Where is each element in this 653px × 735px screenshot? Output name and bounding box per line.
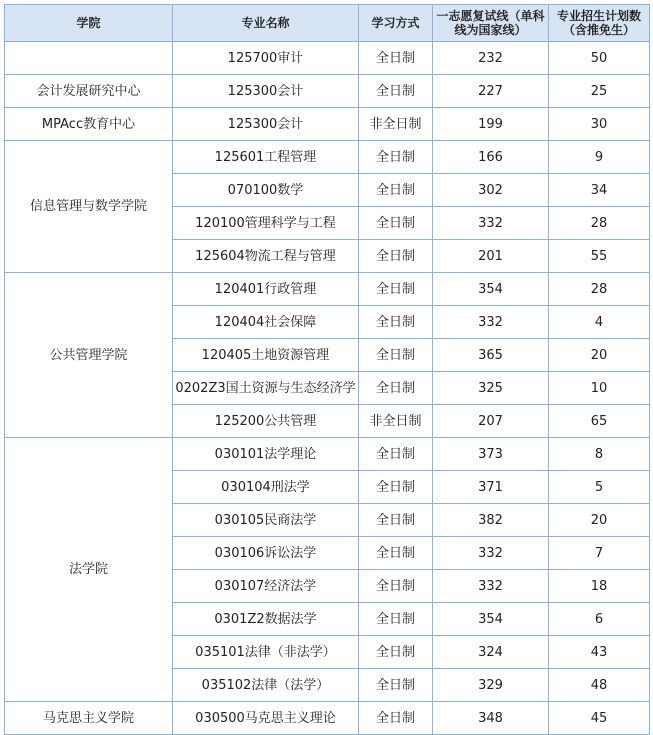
score-cell: 166 — [433, 141, 549, 174]
mode-cell: 全日制 — [359, 273, 433, 306]
admission-table — [4, 4, 650, 735]
score-cell: 199 — [433, 108, 549, 141]
header-score: 一志愿复试线（单科线为国家线） — [433, 5, 549, 42]
mode-cell: 全日制 — [359, 471, 433, 504]
score-cell: 332 — [433, 570, 549, 603]
score-cell: 365 — [433, 339, 549, 372]
mode-cell: 全日制 — [359, 141, 433, 174]
score-cell: 371 — [433, 471, 549, 504]
mode-cell: 全日制 — [359, 306, 433, 339]
major-cell: 125700审计 — [173, 42, 359, 75]
plan-cell: 50 — [549, 42, 650, 75]
plan-cell: 18 — [549, 570, 650, 603]
plan-cell: 48 — [549, 669, 650, 702]
major-cell: 030107经济法学 — [173, 570, 359, 603]
major-cell: 035101法律（非法学） — [173, 636, 359, 669]
score-cell: 227 — [433, 75, 549, 108]
header-college: 学院 — [5, 5, 173, 42]
major-cell: 030104刑法学 — [173, 471, 359, 504]
mode-cell: 全日制 — [359, 603, 433, 636]
college-cell — [5, 42, 173, 75]
mode-cell: 全日制 — [359, 438, 433, 471]
major-cell: 035102法律（法学） — [173, 669, 359, 702]
table-row — [5, 42, 650, 75]
mode-cell: 全日制 — [359, 537, 433, 570]
table-row — [5, 702, 650, 735]
plan-cell: 5 — [549, 471, 650, 504]
mode-cell: 非全日制 — [359, 405, 433, 438]
major-cell: 030500马克思主义理论 — [173, 702, 359, 735]
major-cell: 125200公共管理 — [173, 405, 359, 438]
college-cell: 马克思主义学院 — [5, 702, 173, 735]
mode-cell: 全日制 — [359, 207, 433, 240]
plan-cell: 30 — [549, 108, 650, 141]
plan-cell: 25 — [549, 75, 650, 108]
college-cell: 会计发展研究中心 — [5, 75, 173, 108]
score-cell: 373 — [433, 438, 549, 471]
mode-cell: 非全日制 — [359, 108, 433, 141]
college-cell: 法学院 — [5, 438, 173, 702]
table-row — [5, 108, 650, 141]
major-cell: 125300会计 — [173, 108, 359, 141]
mode-cell: 全日制 — [359, 504, 433, 537]
major-cell: 030106诉讼法学 — [173, 537, 359, 570]
header-plan: 专业招生计划数（含推免生） — [549, 5, 650, 42]
plan-cell: 9 — [549, 141, 650, 174]
mode-cell: 全日制 — [359, 240, 433, 273]
major-cell: 030105民商法学 — [173, 504, 359, 537]
mode-cell: 全日制 — [359, 174, 433, 207]
header-mode: 学习方式 — [359, 5, 433, 42]
major-cell: 030101法学理论 — [173, 438, 359, 471]
score-cell: 302 — [433, 174, 549, 207]
table-row — [5, 273, 650, 306]
table-row — [5, 438, 650, 471]
college-cell: MPAcc教育中心 — [5, 108, 173, 141]
mode-cell: 全日制 — [359, 570, 433, 603]
major-cell: 120100管理科学与工程 — [173, 207, 359, 240]
mode-cell: 全日制 — [359, 75, 433, 108]
major-cell: 0301Z2数据法学 — [173, 603, 359, 636]
plan-cell: 28 — [549, 207, 650, 240]
score-cell: 207 — [433, 405, 549, 438]
mode-cell: 全日制 — [359, 702, 433, 735]
score-cell: 348 — [433, 702, 549, 735]
major-cell: 125300会计 — [173, 75, 359, 108]
major-cell: 120401行政管理 — [173, 273, 359, 306]
mode-cell: 全日制 — [359, 669, 433, 702]
plan-cell: 10 — [549, 372, 650, 405]
header-major: 专业名称 — [173, 5, 359, 42]
mode-cell: 全日制 — [359, 42, 433, 75]
score-cell: 329 — [433, 669, 549, 702]
major-cell: 120404社会保障 — [173, 306, 359, 339]
score-cell: 332 — [433, 306, 549, 339]
major-cell: 070100数学 — [173, 174, 359, 207]
plan-cell: 65 — [549, 405, 650, 438]
plan-cell: 20 — [549, 504, 650, 537]
header-row — [5, 5, 650, 42]
table-row — [5, 75, 650, 108]
major-cell: 125604物流工程与管理 — [173, 240, 359, 273]
plan-cell: 20 — [549, 339, 650, 372]
table-row — [5, 141, 650, 174]
plan-cell: 43 — [549, 636, 650, 669]
college-cell: 信息管理与数学学院 — [5, 141, 173, 273]
score-cell: 232 — [433, 42, 549, 75]
plan-cell: 45 — [549, 702, 650, 735]
score-cell: 325 — [433, 372, 549, 405]
score-cell: 354 — [433, 603, 549, 636]
score-cell: 201 — [433, 240, 549, 273]
college-cell: 公共管理学院 — [5, 273, 173, 438]
plan-cell: 28 — [549, 273, 650, 306]
plan-cell: 34 — [549, 174, 650, 207]
plan-cell: 7 — [549, 537, 650, 570]
plan-cell: 8 — [549, 438, 650, 471]
score-cell: 354 — [433, 273, 549, 306]
mode-cell: 全日制 — [359, 636, 433, 669]
mode-cell: 全日制 — [359, 339, 433, 372]
major-cell: 0202Z3国土资源与生态经济学 — [173, 372, 359, 405]
score-cell: 382 — [433, 504, 549, 537]
score-cell: 332 — [433, 537, 549, 570]
score-cell: 332 — [433, 207, 549, 240]
plan-cell: 55 — [549, 240, 650, 273]
plan-cell: 6 — [549, 603, 650, 636]
major-cell: 125601工程管理 — [173, 141, 359, 174]
mode-cell: 全日制 — [359, 372, 433, 405]
major-cell: 120405土地资源管理 — [173, 339, 359, 372]
score-cell: 324 — [433, 636, 549, 669]
plan-cell: 4 — [549, 306, 650, 339]
